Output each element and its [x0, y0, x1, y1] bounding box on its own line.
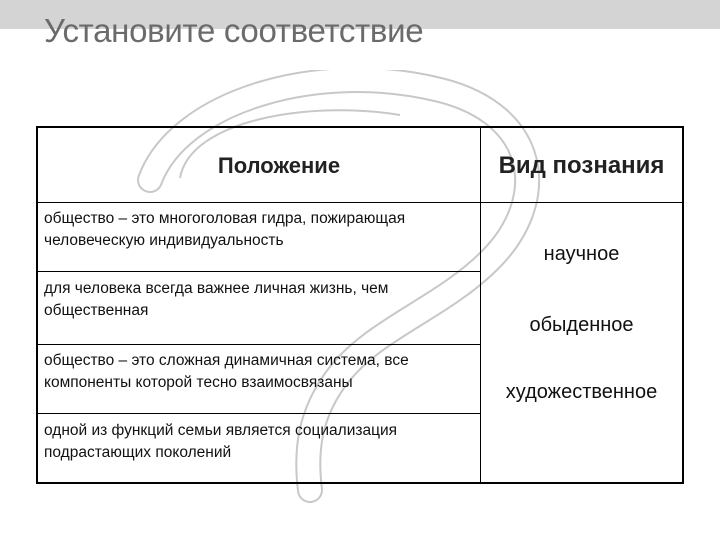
kind-scientific: научное: [543, 243, 620, 265]
statement-2: для человека всегда важнее личная жизнь, чем общественная: [44, 280, 389, 319]
header-knowledge-type: Вид познания: [498, 152, 665, 179]
kind-everyday: обыденное: [529, 314, 634, 336]
row-divider: [38, 271, 480, 272]
matching-table: [36, 126, 684, 484]
header-divider: [38, 202, 682, 203]
kind-artistic: художественное: [505, 381, 658, 403]
row-divider: [38, 413, 480, 414]
statement-3: общество – это сложная динамичная система, все компоненты которой тесно взаимосвязаны: [44, 352, 409, 391]
slide-title: Установите соответствие: [44, 12, 424, 49]
row-divider: [38, 344, 480, 345]
statement-1: общество – это многоголовая гидра, пожирающая человеческую индивидуальность: [44, 210, 406, 249]
header-position: Положение: [217, 152, 341, 178]
statement-4: одной из функций семьи является социализация подрастающих поколений: [44, 422, 398, 461]
